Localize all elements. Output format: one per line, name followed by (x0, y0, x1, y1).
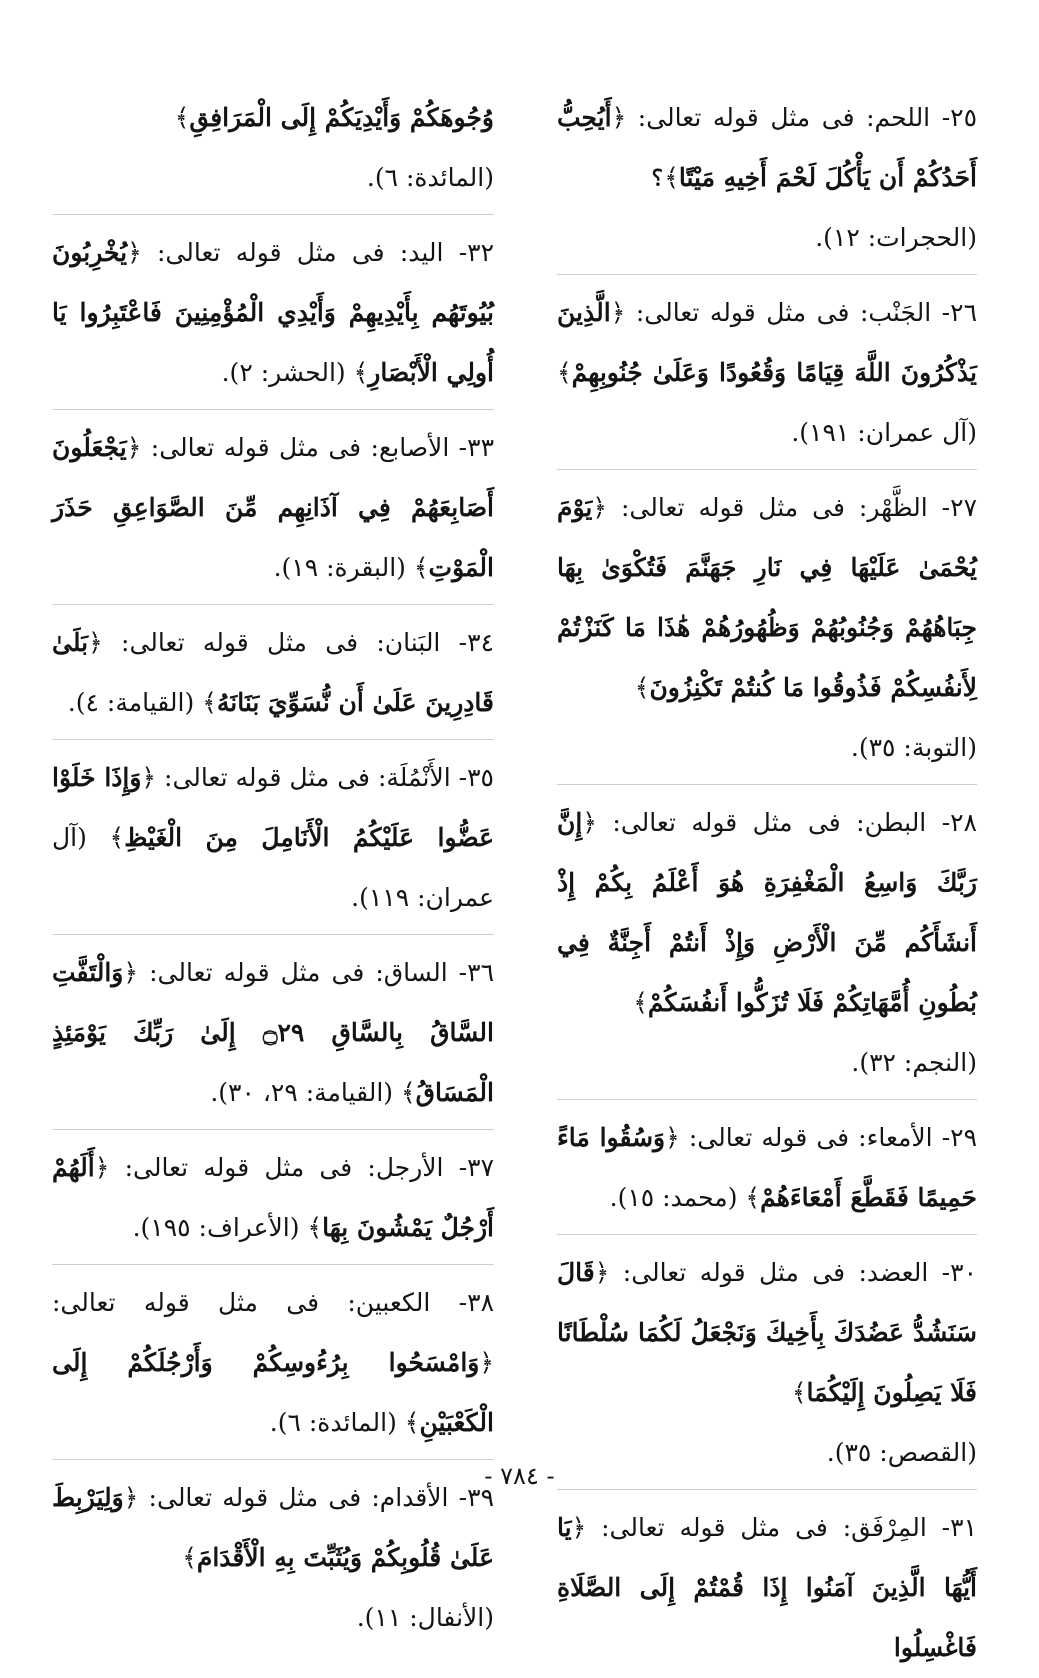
divider (52, 1264, 494, 1265)
entry-heading: ٣٧- الأرجل: فى مثل قوله تعالى: ﴿ (94, 1153, 494, 1182)
quran-verse: يَجْعَلُونَ أَصَابِعَهُمْ فِي آذَانِهِم مِّنَ الصَّوَاعِقِ حَذَرَ الْمَوْتِ (52, 433, 494, 582)
divider (557, 274, 977, 275)
divider (52, 1459, 494, 1460)
verse-close: ﴾ (791, 1378, 807, 1407)
entry-heading: ٢٩- الأمعاء: فى قوله تعالى: ﴿ (665, 1123, 977, 1152)
divider (52, 214, 494, 215)
entry-32 (52, 223, 494, 403)
verse-reference: (القيامة: ٤). (67, 688, 195, 717)
entry-37 (52, 1138, 494, 1258)
divider (557, 469, 977, 470)
verse-close: ﴾ (413, 553, 429, 582)
verse-close: ﴾ (109, 823, 125, 852)
verse-close: ﴾ (353, 358, 369, 387)
verse-close: ﴾ (202, 688, 217, 717)
verse-reference: (البقرة: ١٩). (273, 553, 406, 582)
quran-verse: يُخْرِبُونَ بُيُوتَهُم بِأَيْدِيهِمْ وَأَيْدِي الْمُؤْمِنِينَ فَاعْتَبِرُوا يَا أُولِي الْأَبْصَارِ (52, 238, 494, 387)
divider (557, 1234, 977, 1235)
entry-31-continued (52, 88, 494, 208)
verse-close: ﴾ (633, 988, 648, 1017)
entry-heading: ٢٧- الظَّهْر: فى مثل قوله تعالى: ﴿ (592, 493, 977, 522)
entry-heading: ٣١- المِرْفَق: فى مثل قوله تعالى: ﴿ (571, 1513, 977, 1542)
verse-close: ﴾ (745, 1183, 761, 1212)
quran-verse: أَلَهُمْ أَرْجُلٌ يَمْشُونَ بِهَا (52, 1153, 494, 1242)
entry-36 (52, 943, 494, 1123)
quran-verse: يَا أَيُّهَا الَّذِينَ آمَنُوا إِذَا قُمْتُمْ إِلَى الصَّلَاةِ فَاغْسِلُوا (557, 1513, 977, 1662)
verse-reference: (القصص: ٣٥). (826, 1438, 977, 1467)
verse-reference: (محمد: ١٥). (609, 1183, 738, 1212)
entry-heading: ٣٤- البَنان: فى مثل قوله تعالى: ﴿ (88, 628, 494, 657)
verse-reference: (آل عمران: ١٩١). (791, 418, 977, 447)
verse-reference: (القيامة: ٢٩، ٣٠). (210, 1078, 394, 1107)
entry-39 (52, 1468, 494, 1648)
entry-34 (52, 613, 494, 733)
entry-33 (52, 418, 494, 598)
entry-heading: ٣٩- الأقدام: فى مثل قوله تعالى: ﴿ (123, 1483, 494, 1512)
right-column (557, 88, 977, 1678)
verse-close: ﴾؟ (649, 163, 679, 192)
quran-verse: وَسُقُوا مَاءً حَمِيمًا فَقَطَّعَ أَمْعَاءَهُمْ (557, 1123, 977, 1212)
entry-29 (557, 1108, 977, 1228)
entry-27 (557, 478, 977, 778)
entry-heading: ٣٨- الكعبين: فى مثل قوله تعالى: ﴿ (52, 1288, 494, 1377)
divider (52, 1129, 494, 1130)
verse-reference: (الحجرات: ١٢). (815, 223, 977, 252)
divider (52, 409, 494, 410)
verse-close: ﴾ (174, 103, 190, 132)
verse-reference: (الحشر: ٢). (221, 358, 346, 387)
entry-28 (557, 793, 977, 1093)
entry-heading: ٣٦- الساق: فى مثل قوله تعالى: ﴿ (123, 958, 494, 987)
entry-26 (557, 283, 977, 463)
entry-30 (557, 1243, 977, 1483)
quran-verse: وَإِذَا خَلَوْا عَضُّوا عَلَيْكُمُ الْأَنَامِلَ مِنَ الْغَيْظِ (52, 763, 494, 852)
entry-38 (52, 1273, 494, 1453)
quran-verse: وُجُوهَكُمْ وَأَيْدِيَكُمْ إِلَى الْمَرَافِقِ (189, 103, 494, 132)
divider (557, 784, 977, 785)
entry-heading: ٣٢- اليد: فى مثل قوله تعالى: ﴿ (127, 238, 494, 267)
quran-verse: وَلِيَرْبِطَ عَلَىٰ قُلُوبِكُمْ وَيُثَبِّتَ بِهِ الْأَقْدَامَ (52, 1483, 494, 1572)
verse-close: ﴾ (557, 358, 572, 387)
quran-verse: إِنَّ رَبَّكَ وَاسِعُ الْمَغْفِرَةِ هُوَ أَعْلَمُ بِكُمْ إِذْ أَنشَأَكُم مِّنَ الْأَرْضِ وَإِذْ أَنتُمْ أَجِنَّةٌ فِي بُطُونِ أُمَّهَاتِكُمْ فَلَا تُزَكُّوا أَنفُسَكُمْ (557, 808, 977, 1017)
entry-heading: ٣٥- الأَنْمُلَة: فى مثل قوله تعالى: ﴿ (141, 763, 494, 792)
verse-close: ﴾ (182, 1543, 197, 1572)
divider (52, 934, 494, 935)
quran-verse: الَّذِينَ يَذْكُرُونَ اللَّهَ قِيَامًا وَقُعُودًا وَعَلَىٰ جُنُوبِهِمْ (557, 298, 977, 387)
quran-verse: وَامْسَحُوا بِرُءُوسِكُمْ وَأَرْجُلَكُمْ إِلَى الْكَعْبَيْنِ (52, 1348, 494, 1437)
quran-verse: قَالَ سَنَشُدُّ عَضُدَكَ بِأَخِيكَ وَنَجْعَلُ لَكُمَا سُلْطَانًا فَلَا يَصِلُونَ إِلَيْكُمَا (557, 1258, 977, 1407)
entry-25 (557, 88, 977, 268)
quran-verse: يَوْمَ يُحْمَىٰ عَلَيْهَا فِي نَارِ جَهَنَّمَ فَتُكْوَىٰ بِهَا جِبَاهُهُمْ وَجُنُوبُهُمْ وَظُهُورُهُمْ هَٰذَا مَا كَنَزْتُمْ لِأَنفُسِكُمْ فَذُوقُوا مَا كُنتُمْ تَكْنِزُونَ (557, 493, 977, 702)
divider (557, 1099, 977, 1100)
verse-reference: (آل عمران: ١١٩). (52, 823, 494, 912)
entry-heading: ٣٠- العضد: فى مثل قوله تعالى: ﴿ (594, 1258, 977, 1287)
entry-35 (52, 748, 494, 928)
entry-heading: ٢٨- البطن: فى مثل قوله تعالى: ﴿ (582, 808, 977, 837)
quran-verse: بَلَىٰ قَادِرِينَ عَلَىٰ أَن نُّسَوِّيَ بَنَانَهُ (52, 628, 494, 717)
verse-close: ﴾ (404, 1408, 420, 1437)
verse-reference: (النجم: ٣٢). (851, 1048, 977, 1077)
verse-close: ﴾ (634, 673, 650, 702)
divider (52, 739, 494, 740)
verse-reference: (المائدة: ٦). (269, 1408, 397, 1437)
quran-verse: أَيُحِبُّ أَحَدُكُمْ أَن يَأْكُلَ لَحْمَ أَخِيهِ مَيْتًا (557, 103, 977, 192)
quran-verse: وَالْتَفَّتِ السَّاقُ بِالسَّاقِ ۝٢٩ إِلَىٰ رَبِّكَ يَوْمَئِذٍ الْمَسَاقُ (52, 958, 494, 1107)
entry-31 (557, 1498, 977, 1678)
divider (52, 604, 494, 605)
left-column (52, 88, 494, 1648)
verse-reference: (التوبة: ٣٥). (850, 733, 977, 762)
verse-close: ﴾ (401, 1078, 416, 1107)
verse-reference: (الأنفال: ١١). (356, 1603, 494, 1632)
entry-heading: ٣٣- الأصابع: فى مثل قوله تعالى: ﴿ (126, 433, 494, 462)
entry-heading: ٢٦- الجَنْب: فى مثل قوله تعالى: ﴿ (610, 298, 977, 327)
page-number: - ٧٨٤ - (484, 1462, 555, 1490)
verse-close: ﴾ (307, 1213, 323, 1242)
entry-heading: ٢٥- اللحم: فى مثل قوله تعالى: ﴿ (611, 103, 977, 132)
verse-reference: (المائدة: ٦). (366, 163, 494, 192)
verse-reference: (الأعراف: ١٩٥). (132, 1213, 300, 1242)
